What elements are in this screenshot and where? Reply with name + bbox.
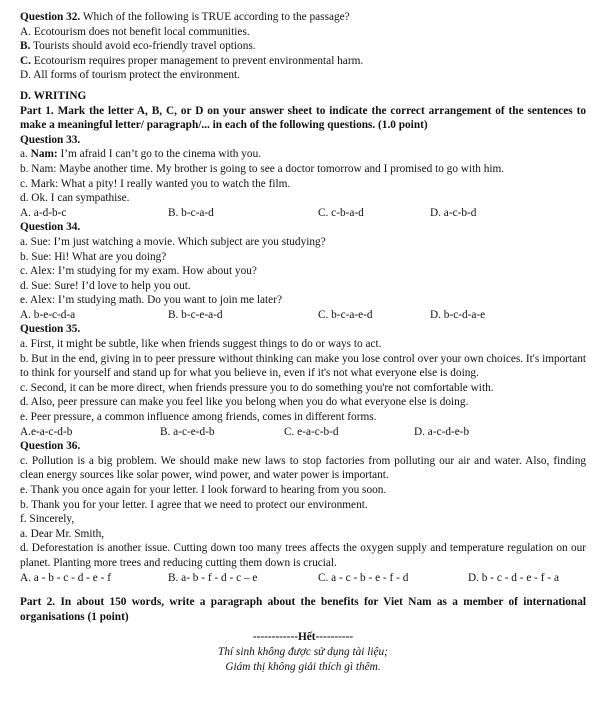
option-text: Ecotourism requires proper management to prevent environmental harm. xyxy=(33,54,364,67)
q33-option-b: B. b-c-a-d xyxy=(168,206,214,219)
q33-option-d: D. a-c-b-d xyxy=(430,206,477,219)
option-text: Ecotourism does not benefit local communities. xyxy=(33,25,250,38)
q34-line-a: a. Sue: I’m just watching a movie. Which subject are you studying? xyxy=(20,235,326,248)
q36-line-b: b. Thank you for your letter. I agree that we need to protect our environment. xyxy=(20,498,368,511)
line-prefix: c. xyxy=(20,177,31,190)
q35-option-c: C. e-a-c-b-d xyxy=(284,425,339,438)
q36-line-f: f. Sincerely, xyxy=(20,513,75,526)
q35-line-d: d. Also, peer pressure can make you feel like you belong when you do what everyone else is doing. xyxy=(20,396,469,409)
q36-option-d: D. b - c - d - e - f - a xyxy=(468,571,559,584)
q36-line-c: c. Pollution is a big problem. We should make new laws to stop factories from polluting our air and water. Also, finding clean energy sources like solar power, wind power, and water power is important. xyxy=(20,454,586,482)
q34-title: Question 34. xyxy=(20,221,81,234)
q33-options xyxy=(20,206,586,221)
q35-options xyxy=(20,425,586,440)
q32-option-b xyxy=(20,39,586,54)
q34-line-d: d. Sue: Sure! I’d love to help you out. xyxy=(20,279,191,292)
q36-option-a: A. a - b - c - d - e - f xyxy=(20,571,111,584)
q34-line-b: b. Sue: Hi! What are you doing? xyxy=(20,250,167,263)
line-prefix: d. xyxy=(20,192,32,205)
q35-line-b: b. But in the end, giving in to peer pressure without thinking can make you lose control over your own choices. It's important to think for yourself and stand up for what you believe in, even if it's not what everyone else is doing. xyxy=(20,352,586,380)
q33-line-a xyxy=(20,147,586,162)
part2-instructions: Part 2. In about 150 words, write a paragraph about the benefits for Viet Nam as a member of international organisations (1 point) xyxy=(20,596,586,623)
option-letter: B. xyxy=(20,40,31,53)
line-text: I’m afraid I can’t go to the cinema with you. xyxy=(57,148,262,161)
line-prefix: a. xyxy=(20,148,31,161)
q32-option-d xyxy=(20,68,586,83)
q36-title: Question 36. xyxy=(20,440,81,453)
option-letter: C. xyxy=(20,54,31,67)
q36-option-b: B. a- b - f - d - c – e xyxy=(168,571,258,584)
q34-option-a: A. b-e-c-d-a xyxy=(20,308,76,321)
writing-heading: D. WRITING xyxy=(20,89,87,102)
option-text: Tourists should avoid eco-friendly travel options. xyxy=(32,40,256,53)
q35-title: Question 35. xyxy=(20,323,81,336)
q32-title: Question 32. xyxy=(20,11,81,23)
speaker: Nam: xyxy=(30,148,58,161)
q33-title: Question 33. xyxy=(20,133,81,146)
q36-line-a: a. Dear Mr. Smith, xyxy=(20,527,105,540)
q34-option-b: B. b-c-e-a-d xyxy=(168,308,223,321)
q32-stem: Which of the following is TRUE according to the passage? xyxy=(82,11,350,23)
option-letter: A. xyxy=(20,25,31,38)
end-marker: ------------Hết---------- xyxy=(252,631,354,644)
q35-line-e: e. Peer pressure, a common influence among friends, comes in different forms. xyxy=(20,411,377,424)
q35-line-a: a. First, it might be subtle, like when friends suggest things to do or ways to act. xyxy=(20,338,382,351)
q33-line-c xyxy=(20,177,586,192)
q34-option-c: C. b-c-a-e-d xyxy=(318,308,373,321)
q35-option-a: A.e-a-c-d-b xyxy=(20,425,73,438)
q33-line-d xyxy=(20,191,586,206)
line-prefix: b. xyxy=(20,162,32,175)
q33-option-a: A. a-d-b-c xyxy=(20,206,67,219)
q36-option-c: C. a - c - b - e - f - d xyxy=(318,571,409,584)
q35-option-b: B. a-c-e-d-b xyxy=(160,425,215,438)
q34-options xyxy=(20,308,586,323)
q36-line-e: e. Thank you once again for your letter. I look forward to hearing from you soon. xyxy=(20,484,387,496)
q32-option-c xyxy=(20,54,586,69)
line-text: Nam: Maybe another time. My brother is going to see a doctor tomorrow and I promised to go with him. xyxy=(31,162,505,175)
part1-instructions: Part 1. Mark the letter A, B, C, or D on your answer sheet to indicate the correct arrangement of the sentences to make a meaningful letter/ paragraph/... in each of the following questions. (1.0 point) xyxy=(20,104,586,132)
q35-option-d: D. a-c-d-e-b xyxy=(414,425,470,438)
footer-note-2: Giám thị không giải thích gì thêm. xyxy=(225,660,381,673)
q32-option-a xyxy=(20,25,586,40)
footer-note-1: Thí sinh không được sử dụng tài liệu; xyxy=(218,645,388,658)
q34-line-e: e. Alex: I’m studying math. Do you want to join me later? xyxy=(20,294,282,307)
q36-line-d: d. Deforestation is another issue. Cutting down too many trees affects the oxygen supply and temperature regulation on our planet. Planting more trees and reducing cutting them down is crucial. xyxy=(20,542,586,569)
q33-option-c: C. c-b-a-d xyxy=(318,206,364,219)
option-letter: D. xyxy=(20,69,31,82)
line-text: Ok. I can sympathise. xyxy=(31,192,130,205)
line-text: Mark: What a pity! I really wanted you to watch the film. xyxy=(30,177,291,190)
q33-line-b xyxy=(20,162,586,177)
q34-line-c: c. Alex: I’m studying for my exam. How about you? xyxy=(20,265,257,278)
q32-stem-line xyxy=(20,10,586,25)
q35-line-c: c. Second, it can be more direct, when friends pressure you to do something you're not comfortable with. xyxy=(20,381,494,394)
option-text: All forms of tourism protect the environment. xyxy=(33,69,240,82)
q36-options xyxy=(20,571,586,586)
q34-option-d: D. b-c-d-a-e xyxy=(430,308,486,321)
